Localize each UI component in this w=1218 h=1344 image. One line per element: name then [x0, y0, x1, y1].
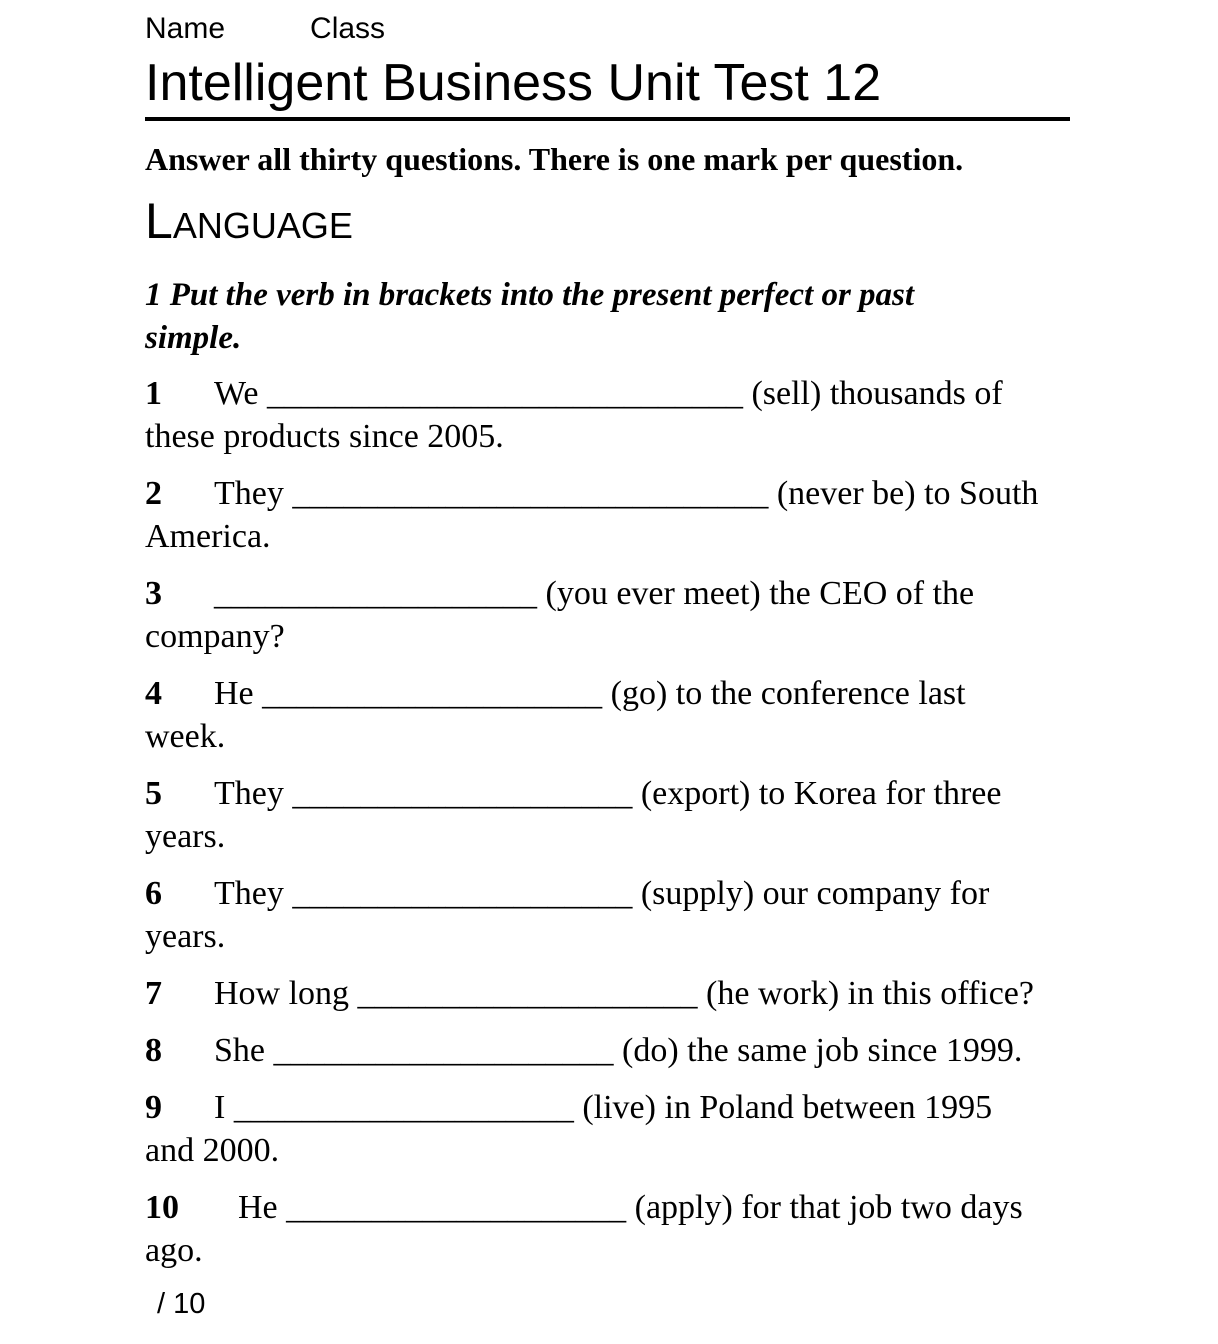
question-9	[145, 1086, 1070, 1172]
question-5-number: 5	[145, 775, 162, 812]
question-1-number: 1	[145, 375, 162, 412]
question-10-line-1: He ____________________ (apply) for that job two days	[238, 1189, 1023, 1226]
question-7-line-1: How long ____________________ (he work) in this office?	[214, 975, 1034, 1012]
question-8-number: 8	[145, 1032, 162, 1069]
exercise-instruction-line-1: 1 Put the verb in brackets into the present perfect or past	[145, 277, 915, 313]
question-2-line-2: America.	[145, 518, 271, 555]
question-3	[145, 572, 1070, 658]
class-label: Class	[310, 12, 386, 45]
question-4-number: 4	[145, 675, 162, 712]
question-6-number: 6	[145, 875, 162, 912]
question-9-number: 9	[145, 1089, 162, 1126]
question-9-line-1: I ____________________ (live) in Poland between 1995	[214, 1089, 993, 1126]
section-heading-language	[145, 195, 1070, 260]
question-7-number: 7	[145, 975, 162, 1012]
name-label: Name	[145, 12, 226, 45]
section-heading-rest: ANGUAGE	[172, 205, 353, 246]
question-3-line-2: company?	[145, 618, 285, 655]
question-5-line-1: They ____________________ (export) to Korea for three	[214, 775, 1002, 812]
page-title: Intelligent Business Unit Test 12	[145, 54, 882, 112]
question-5	[145, 772, 1070, 858]
question-1	[145, 372, 1070, 458]
question-4	[145, 672, 1070, 758]
question-3-line-1: ___________________ (you ever meet) the CEO of the	[214, 575, 975, 612]
question-list	[145, 372, 1070, 1272]
test-instructions: Answer all thirty questions. There is one mark per question.	[145, 141, 964, 177]
exercise-instruction	[145, 274, 1070, 360]
question-8-line-1: She ____________________ (do) the same job since 1999.	[214, 1032, 1023, 1069]
question-2	[145, 472, 1070, 558]
score-field: / 10	[157, 1288, 206, 1320]
question-2-line-1: They ____________________________ (never be) to South	[214, 475, 1039, 512]
question-4-line-1: He ____________________ (go) to the conference last	[214, 675, 966, 712]
question-8	[145, 1029, 1070, 1072]
question-3-number: 3	[145, 575, 162, 612]
question-9-line-2: and 2000.	[145, 1132, 280, 1169]
section-heading-initial: L	[145, 193, 173, 249]
question-2-number: 2	[145, 475, 162, 512]
title-underline	[145, 117, 1070, 121]
question-10	[145, 1186, 1070, 1272]
question-4-line-2: week.	[145, 718, 226, 755]
exercise-instruction-line-2: simple.	[145, 320, 242, 356]
question-6-line-1: They ____________________ (supply) our company for	[214, 875, 990, 912]
question-10-line-2: ago.	[145, 1232, 203, 1269]
question-6	[145, 872, 1070, 958]
question-7	[145, 972, 1070, 1015]
question-10-number: 10	[145, 1189, 179, 1226]
document-header	[145, 10, 1070, 48]
question-1-line-2: these products since 2005.	[145, 418, 504, 455]
question-1-line-1: We ____________________________ (sell) thousands of	[214, 375, 1003, 412]
question-6-line-2: years.	[145, 918, 226, 955]
question-5-line-2: years.	[145, 818, 226, 855]
